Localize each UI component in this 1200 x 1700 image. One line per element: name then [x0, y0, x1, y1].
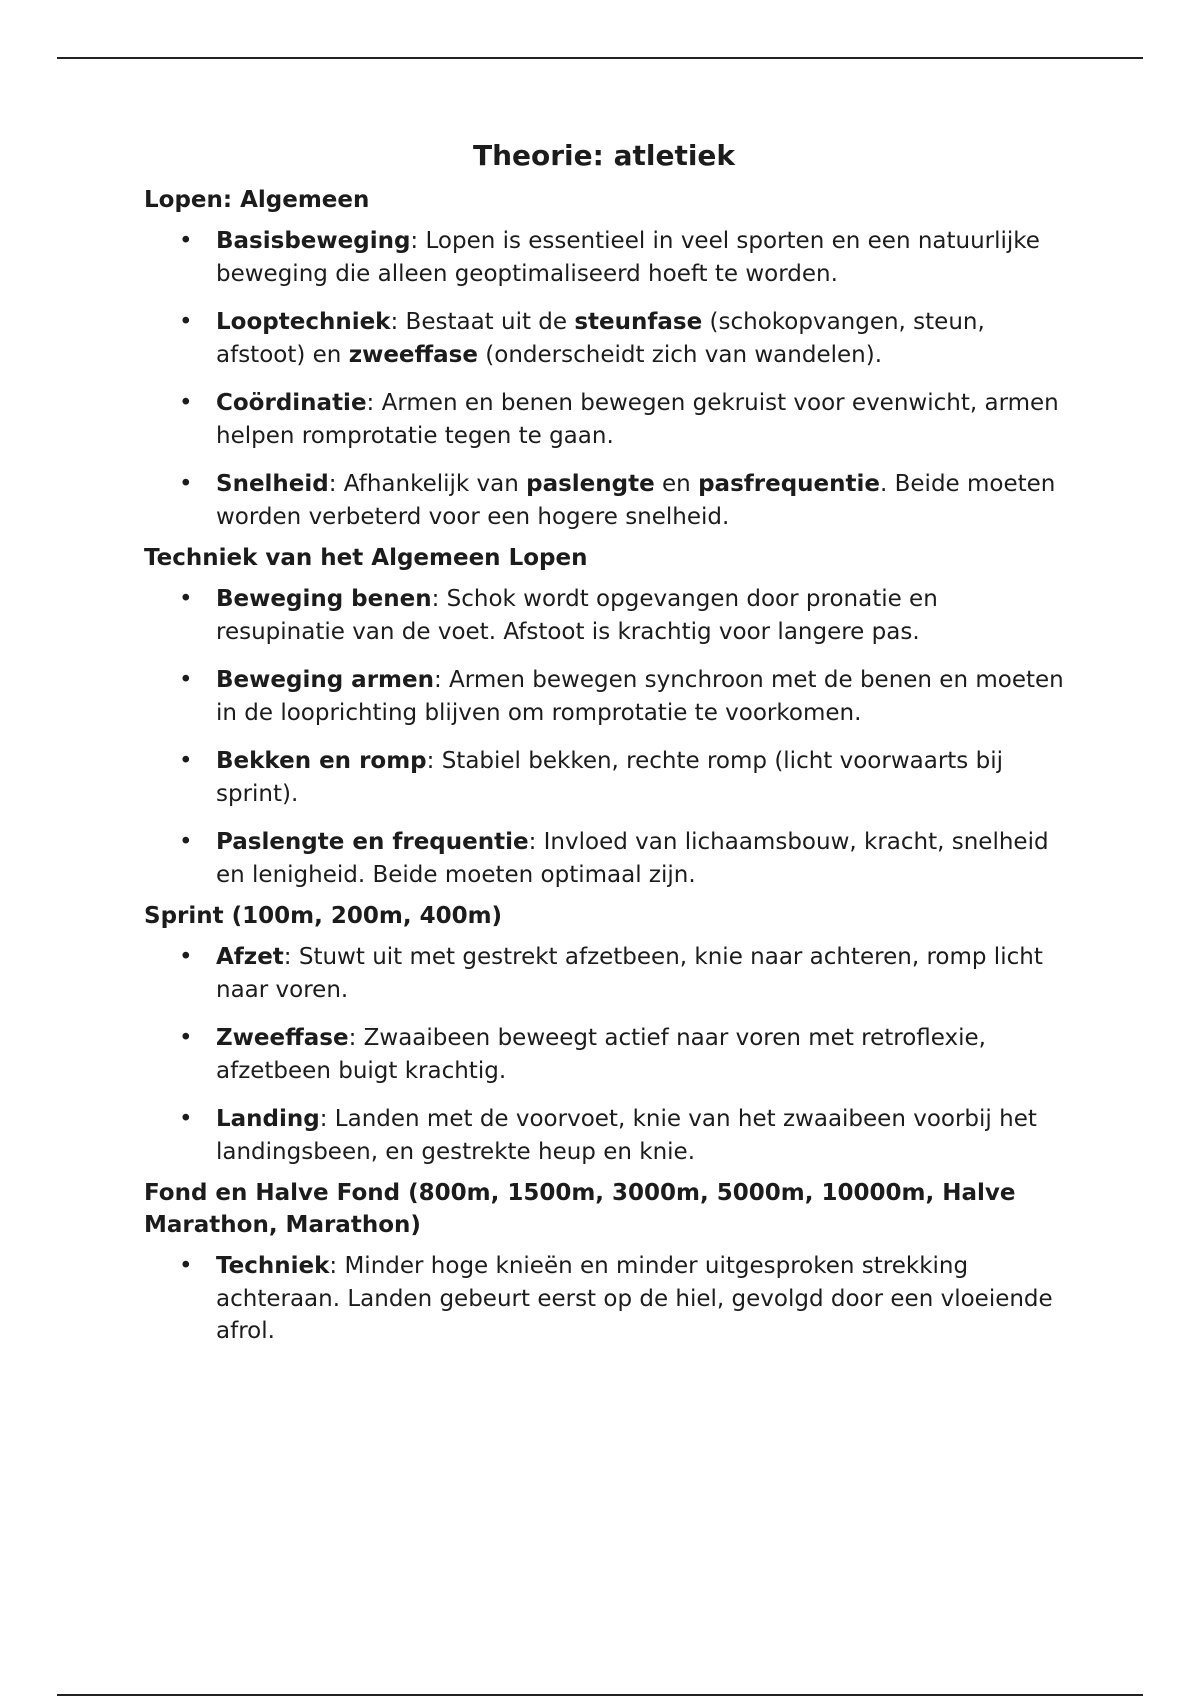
section-heading: Fond en Halve Fond (800m, 1500m, 3000m, 5000m, 10000m, Halve Marathon, Marathon) — [144, 1180, 1016, 1238]
footer-rule — [57, 1694, 1143, 1696]
list-item-text: (onderscheidt zich van wandelen). — [477, 341, 883, 368]
list-item-text: : Stuwt uit met gestrekt afzetbeen, knie naar achteren, romp licht naar voren. — [216, 944, 1043, 1003]
list-item-text: : Armen bewegen synchroon met de benen en moeten in de looprichting blijven om romprotatie te voorkomen. — [216, 667, 1064, 726]
list-item-term: Landing — [216, 1106, 320, 1132]
list-item-term: Coördinatie — [216, 390, 367, 416]
list-item — [144, 1250, 1064, 1348]
list-item-text: : Zwaaibeen beweegt actief naar voren met retroflexie, afzetbeen buigt krachtig. — [216, 1025, 986, 1084]
list-item — [144, 225, 1064, 290]
list-item-text: : Lopen is essentieel in veel sporten en een natuurlijke beweging die alleen geoptimaliseerd hoeft te worden. — [216, 228, 1040, 287]
list-item — [144, 387, 1064, 452]
list-item-emphasis: paslengte — [526, 471, 655, 497]
list-item-text: : Landen met de voorvoet, knie van het zwaaibeen voorbij het landingsbeen, en gestrekte heup en knie. — [216, 1106, 1037, 1165]
section-heading: Lopen: Algemeen — [144, 187, 370, 213]
document-body — [144, 136, 1064, 1357]
list-item-text: en — [654, 471, 699, 497]
list-item-emphasis: zweeffase — [348, 341, 478, 368]
list-item-text: (schokopvangen, steun, afstoot) en — [216, 309, 985, 368]
bullet-icon: • — [179, 1106, 193, 1132]
section-heading: Techniek van het Algemeen Lopen — [144, 545, 588, 571]
bullet-icon: • — [179, 228, 193, 254]
bullet-icon: • — [179, 586, 193, 612]
list-item — [144, 1103, 1064, 1168]
bullet-icon: • — [179, 667, 193, 693]
list-item — [144, 941, 1064, 1006]
list-item-term: Beweging armen — [216, 667, 434, 693]
bullet-icon: • — [179, 829, 193, 855]
list-item-emphasis: steunfase — [574, 309, 703, 335]
bullet-icon: • — [179, 748, 193, 774]
page-title: Theorie: atletiek — [472, 139, 736, 172]
bullet-icon: • — [179, 471, 193, 497]
bullet-list — [144, 941, 1064, 1168]
list-item — [144, 468, 1064, 533]
bullet-icon: • — [179, 309, 193, 335]
bullet-icon: • — [179, 390, 193, 416]
list-item-term: Bekken en romp — [216, 748, 427, 774]
list-item-term: Zweeffase — [216, 1025, 349, 1051]
bullet-list — [144, 225, 1064, 533]
list-item-term: Paslengte en frequentie — [216, 829, 529, 855]
list-item-text: : Armen en benen bewegen gekruist voor evenwicht, armen helpen romprotatie tegen te gaan. — [216, 390, 1059, 449]
list-item — [144, 826, 1064, 891]
header-rule — [57, 57, 1143, 59]
bullet-list — [144, 583, 1064, 891]
bullet-icon: • — [179, 1025, 193, 1051]
list-item-term: Techniek — [216, 1253, 330, 1279]
list-item-text: . Beide moeten worden verbeterd voor een hogere snelheid. — [216, 471, 1056, 530]
bullet-list — [144, 1250, 1064, 1348]
section-heading: Sprint (100m, 200m, 400m) — [144, 903, 503, 929]
list-item — [144, 1022, 1064, 1087]
list-item-term: Beweging benen — [216, 586, 432, 612]
list-item-term: Looptechniek — [216, 309, 391, 335]
list-item-emphasis: pasfrequentie — [698, 471, 880, 497]
list-item-text: : Schok wordt opgevangen door pronatie en resupinatie van de voet. Afstoot is krachtig voor langere pas. — [216, 586, 938, 645]
list-item-text: : Minder hoge knieën en minder uitgesproken strekking achteraan. Landen gebeurt eerst op de hiel, gevolgd door een vloeiende afrol. — [216, 1253, 1053, 1344]
list-item-text: : Invloed van lichaamsbouw, kracht, snelheid en lenigheid. Beide moeten optimaal zijn. — [216, 829, 1049, 888]
list-item-term: Basisbeweging — [216, 228, 411, 254]
list-item-term: Snelheid — [216, 471, 329, 497]
list-item-text: : Stabiel bekken, rechte romp (licht voorwaarts bij sprint). — [216, 748, 1003, 807]
list-item — [144, 664, 1064, 729]
list-item — [144, 745, 1064, 810]
bullet-icon: • — [179, 944, 193, 970]
bullet-icon: • — [179, 1253, 193, 1279]
list-item-term: Afzet — [216, 944, 284, 970]
list-item — [144, 306, 1064, 371]
list-item — [144, 583, 1064, 648]
list-item-text: : Bestaat uit de — [390, 309, 575, 335]
list-item-text: : Afhankelijk van — [328, 471, 527, 497]
